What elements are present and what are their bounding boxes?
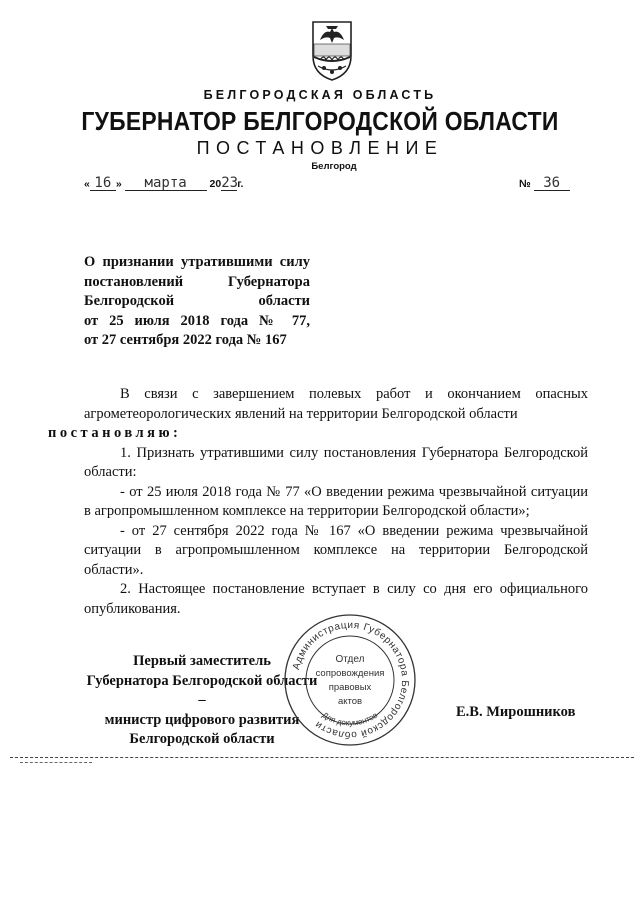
intro-paragraph (48, 385, 588, 444)
item-2: 2. Настоящее постановление вступает в силу со дня его официального опубликования. (84, 581, 588, 617)
cut-line-fragment (20, 762, 92, 763)
subitem-1: - от 25 июля 2018 года № 77 «О введении режима чрезвычайной ситуации в агропромышленном комплексе на территории Белгородской области»; (84, 483, 588, 519)
stamp-line: сопровождения (315, 668, 385, 679)
date-line (84, 176, 243, 191)
stamp-line: Отдел (335, 654, 365, 665)
date-year-prefix: 20 (209, 178, 222, 190)
signer-line: Губернатора Белгородской области – (86, 672, 318, 708)
signer-name: Е.В. Мирошников (456, 704, 576, 720)
date-year-mark: г. (237, 178, 244, 190)
signer-line: Белгородской области (129, 731, 275, 747)
subject-line: от 25 июля 2018 года № 77, (84, 312, 310, 329)
subject-line: постановлений Губернатора (84, 273, 310, 290)
date-close-quote: » (115, 178, 122, 190)
city-label: Белгород (311, 161, 357, 172)
number-value: 36 (534, 176, 570, 191)
official-stamp (282, 612, 418, 748)
coat-of-arms-emblem (310, 18, 354, 82)
date-month: марта (125, 176, 207, 191)
signer-line: Первый заместитель (133, 653, 271, 669)
date-year-suffix: 23 (221, 175, 239, 191)
document-number (519, 176, 570, 191)
subject-line: О признании утратившими силу (84, 254, 310, 270)
document-body (48, 385, 588, 619)
subject-block (84, 253, 310, 351)
governor-heading: ГУБЕРНАТОР БЕЛГОРОДСКОЙ ОБЛАСТИ (81, 106, 559, 136)
date-day: 16 (90, 176, 116, 191)
subject-line: Белгородской области (84, 293, 310, 309)
region-heading: БЕЛГОРОДСКАЯ ОБЛАСТЬ (203, 88, 437, 102)
signer-line: министр цифрового развития (104, 711, 300, 728)
item-1: 1. Признать утратившими силу постановления Губернатора Белгородской области: (84, 444, 588, 480)
subitem-2: - от 27 сентября 2022 года № 167 «О введении режима чрезвычайной ситуации в агропромышленном комплексе на территории Белгородской области». (84, 522, 588, 578)
cut-line (10, 757, 634, 758)
subject-line: от 27 сентября 2022 года № 167 (84, 332, 287, 348)
number-label: № (519, 178, 531, 190)
date-open-quote: « (84, 178, 90, 190)
resolve-word: постановляю: (48, 425, 182, 441)
stamp-ring-text: Администрация Губернатора Белгородской области (291, 619, 411, 741)
document-type-heading: ПОСТАНОВЛЕНИЕ (196, 138, 444, 158)
stamp-bottom-text: Для документов (320, 710, 380, 728)
stamp-line: правовых (328, 682, 372, 693)
intro-text: В связи с завершением полевых работ и окончанием опасных агрометеорологических явлений на территории Белгородской области (84, 386, 588, 422)
stamp-line: актов (337, 696, 363, 707)
